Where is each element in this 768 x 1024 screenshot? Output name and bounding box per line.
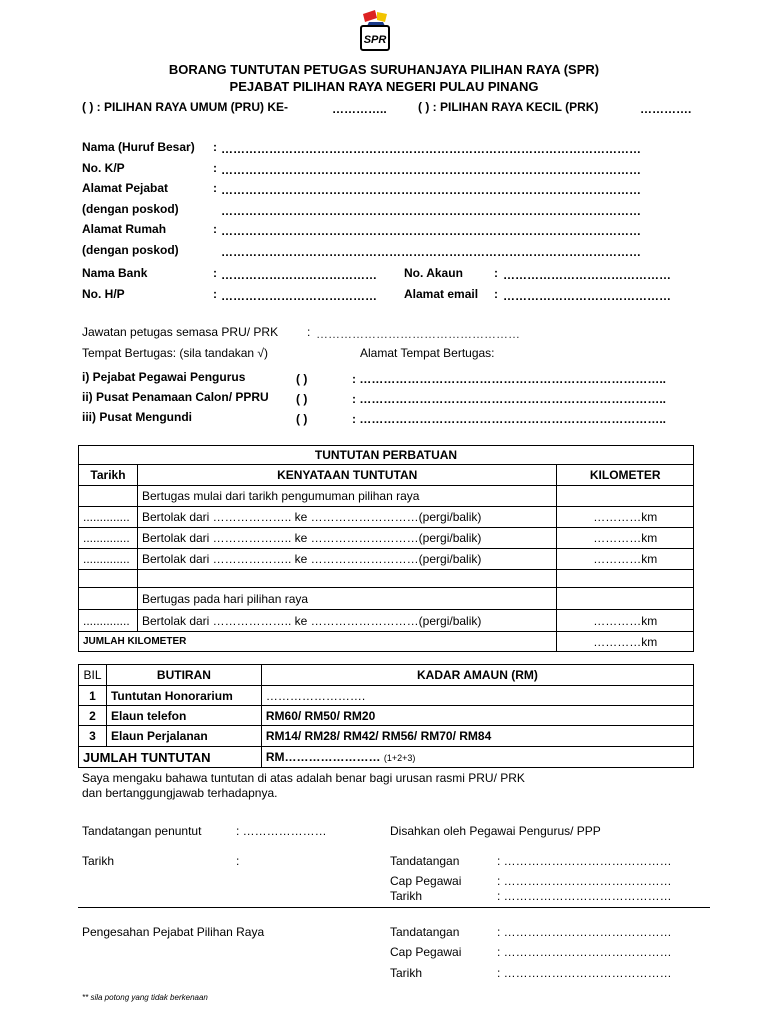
jumlah-tuntutan-note: (1+2+3) <box>383 753 416 763</box>
email-colon: : <box>494 287 498 301</box>
hp-label: No. H/P <box>82 287 125 301</box>
trip-row-1[interactable]: Bertolak dari ……………….. ke ………………………(pergi/balik) <box>137 507 556 528</box>
kp-label: No. K/P <box>82 161 125 175</box>
jumlah-tuntutan-label: JUMLAH TUNTUTAN <box>79 747 262 768</box>
poskod-pejabat-label: (dengan poskod) <box>82 202 179 216</box>
form-subtitle: PEJABAT PILIHAN RAYA NEGERI PULAU PINANG <box>229 79 539 94</box>
travel-table-title: TUNTUTAN PERBATUAN <box>79 446 694 465</box>
claim-kadar-3[interactable]: RM14/ RM28/ RM42/ RM56/ RM70/ RM84 <box>261 726 693 747</box>
tempat-bertugas-label: Tempat Bertugas: (sila tandakan √) <box>82 346 269 360</box>
jumlah-kilometer-label: JUMLAH KILOMETER <box>79 632 557 652</box>
hp-colon: : <box>213 287 217 301</box>
place-checkbox-3[interactable]: ( ) <box>296 412 308 426</box>
prk-number-field[interactable]: …………. <box>640 102 692 116</box>
alamat-pejabat-label: Alamat Pejabat <box>82 181 169 195</box>
section-announcement: Bertugas mulai dari tarikh pengumuman pilihan raya <box>137 486 556 507</box>
declaration-line-1: Saya mengaku bahawa tuntutan di atas adalah benar bagi urusan rasmi PRU/ PRK <box>82 771 525 785</box>
alamat-pejabat-field[interactable]: …………………………………………………………………………………………… <box>221 183 641 197</box>
alamat-rumah-colon: : <box>213 222 217 236</box>
form-title: BORANG TUNTUTAN PETUGAS SURUHANJAYA PILIHAN RAYA (SPR) <box>168 62 600 77</box>
prk-option[interactable]: ( ) : PILIHAN RAYA KECIL (PRK) <box>418 100 599 114</box>
pru-number-field[interactable]: ………….. <box>332 102 387 116</box>
trip-date-2[interactable]: .............. <box>79 528 138 549</box>
ppr-tarikh-label: Tarikh <box>390 966 423 980</box>
ppr-tarikh-field[interactable]: : …………………………………… <box>497 966 672 980</box>
place-label-1: i) Pejabat Pegawai Pengurus <box>82 370 246 384</box>
trip-row-2[interactable]: Bertolak dari ……………….. ke ………………………(pergi/balik) <box>137 528 556 549</box>
tarikh-penuntut-colon[interactable]: : <box>236 854 240 868</box>
claims-table <box>78 664 694 768</box>
poskod-rumah-label: (dengan poskod) <box>82 243 179 257</box>
jawatan-label: Jawatan petugas semasa PRU/ PRK <box>82 325 279 339</box>
place-label-2: ii) Pusat Penamaan Calon/ PPRU <box>82 390 269 404</box>
col-tarikh: Tarikh <box>79 465 138 486</box>
pp-tandatangan-label: Tandatangan <box>390 854 460 868</box>
declaration-line-2: dan bertanggungjawab terhadapnya. <box>82 786 278 800</box>
alamat-rumah-label: Alamat Rumah <box>82 222 167 236</box>
col-bil: BIL <box>79 665 107 686</box>
trip-date-3[interactable]: .............. <box>79 549 138 570</box>
jawatan-colon: : <box>307 325 311 339</box>
place-address-field-2[interactable]: : ………………………………………………………………….. <box>352 392 666 406</box>
trip-date-4[interactable]: .............. <box>79 610 138 632</box>
kp-colon: : <box>213 161 217 175</box>
alamat-tempat-label: Alamat Tempat Bertugas: <box>360 346 495 360</box>
pp-tandatangan-field[interactable]: : …………………………………… <box>497 854 672 868</box>
trip-date-1[interactable]: .............. <box>79 507 138 528</box>
ppr-tandatangan-label: Tandatangan <box>390 925 460 939</box>
col-kilometer: KILOMETER <box>557 465 694 486</box>
pru-option[interactable]: ( ) : PILIHAN RAYA UMUM (PRU) KE- <box>82 100 288 114</box>
ppr-tandatangan-field[interactable]: : …………………………………… <box>497 925 672 939</box>
place-label-3: iii) Pusat Mengundi <box>82 410 192 424</box>
col-kadar: KADAR AMAUN (RM) <box>261 665 693 686</box>
nama-colon: : <box>213 140 217 154</box>
akaun-field[interactable]: …………………………………… <box>503 268 671 282</box>
section-election-day: Bertugas pada hari pilihan raya <box>137 588 556 610</box>
travel-claims-table <box>78 445 694 652</box>
pengesahan-label: Pengesahan Pejabat Pilihan Raya <box>82 925 265 939</box>
claim-butiran-3: Elaun Perjalanan <box>106 726 261 747</box>
nama-field[interactable]: …………………………………………………………………………………………… <box>221 142 641 156</box>
bank-colon: : <box>213 266 217 280</box>
claim-butiran-2: Elaun telefon <box>106 706 261 726</box>
jawatan-field[interactable]: …………………………………………… <box>316 327 520 341</box>
jumlah-kilometer-field[interactable]: …………km <box>557 632 694 652</box>
bank-label: Nama Bank <box>82 266 148 280</box>
trip-km-4[interactable]: …………km <box>557 610 694 632</box>
kp-field[interactable]: …………………………………………………………………………………………… <box>221 163 641 177</box>
place-checkbox-1[interactable]: ( ) <box>296 372 308 386</box>
footnote: ** sila potong yang tidak berkenaan <box>82 993 208 1002</box>
divider <box>78 907 710 908</box>
pp-cap-label: Cap Pegawai <box>390 874 462 888</box>
jumlah-tuntutan-cell[interactable] <box>261 747 693 768</box>
place-checkbox-2[interactable]: ( ) <box>296 392 308 406</box>
akaun-colon: : <box>494 266 498 280</box>
tarikh-penuntut-label: Tarikh <box>82 854 115 868</box>
col-butiran: BUTIRAN <box>106 665 261 686</box>
place-address-field-3[interactable]: : ………………………………………………………………….. <box>352 412 666 426</box>
col-kenyataan: KENYATAAN TUNTUTAN <box>137 465 556 486</box>
alamat-pejabat-colon: : <box>213 181 217 195</box>
claim-kadar-2[interactable]: RM60/ RM50/ RM20 <box>261 706 693 726</box>
pp-tarikh-field[interactable]: : …………………………………… <box>497 889 672 903</box>
trip-km-1[interactable]: …………km <box>557 507 694 528</box>
alamat-rumah-field[interactable]: …………………………………………………………………………………………… <box>221 224 641 238</box>
jumlah-tuntutan-value[interactable]: RM…………………… <box>265 750 381 764</box>
ppr-cap-field[interactable]: : …………………………………… <box>497 945 672 959</box>
spr-logo <box>355 8 395 56</box>
email-label: Alamat email <box>404 287 479 301</box>
place-address-field-1[interactable]: : ………………………………………………………………….. <box>352 372 666 386</box>
email-field[interactable]: …………………………………… <box>503 289 671 303</box>
ppr-cap-label: Cap Pegawai <box>390 945 462 959</box>
claim-butiran-1: Tuntutan Honorarium <box>106 686 261 706</box>
penuntut-signature-field[interactable]: : ………………… <box>236 824 327 838</box>
claim-bil-2: 2 <box>79 706 107 726</box>
claim-bil-3: 3 <box>79 726 107 747</box>
claim-bil-1: 1 <box>79 686 107 706</box>
hp-field[interactable]: ………………………………… <box>221 289 377 303</box>
pp-cap-field[interactable]: : …………………………………… <box>497 874 672 888</box>
trip-row-4[interactable]: Bertolak dari ……………….. ke ………………………(pergi/balik) <box>137 610 556 632</box>
svg-text:SPR: SPR <box>363 34 387 46</box>
bank-field[interactable]: ………………………………… <box>221 268 377 282</box>
akaun-label: No. Akaun <box>404 266 463 280</box>
trip-km-3[interactable]: …………km <box>557 549 694 570</box>
penuntut-label: Tandatangan penuntut <box>82 824 202 838</box>
nama-label: Nama (Huruf Besar) <box>82 140 195 154</box>
claim-kadar-1[interactable]: ……………………. <box>261 686 693 706</box>
alamat-pejabat-field-2[interactable]: …………………………………………………………………………………………… <box>221 204 641 218</box>
alamat-rumah-field-2[interactable]: …………………………………………………………………………………………… <box>221 245 641 259</box>
trip-row-3[interactable]: Bertolak dari ……………….. ke ………………………(pergi/balik) <box>137 549 556 570</box>
pp-tarikh-label: Tarikh <box>390 889 423 903</box>
disahkan-label: Disahkan oleh Pegawai Pengurus/ PPP <box>390 824 601 838</box>
trip-km-2[interactable]: …………km <box>557 528 694 549</box>
